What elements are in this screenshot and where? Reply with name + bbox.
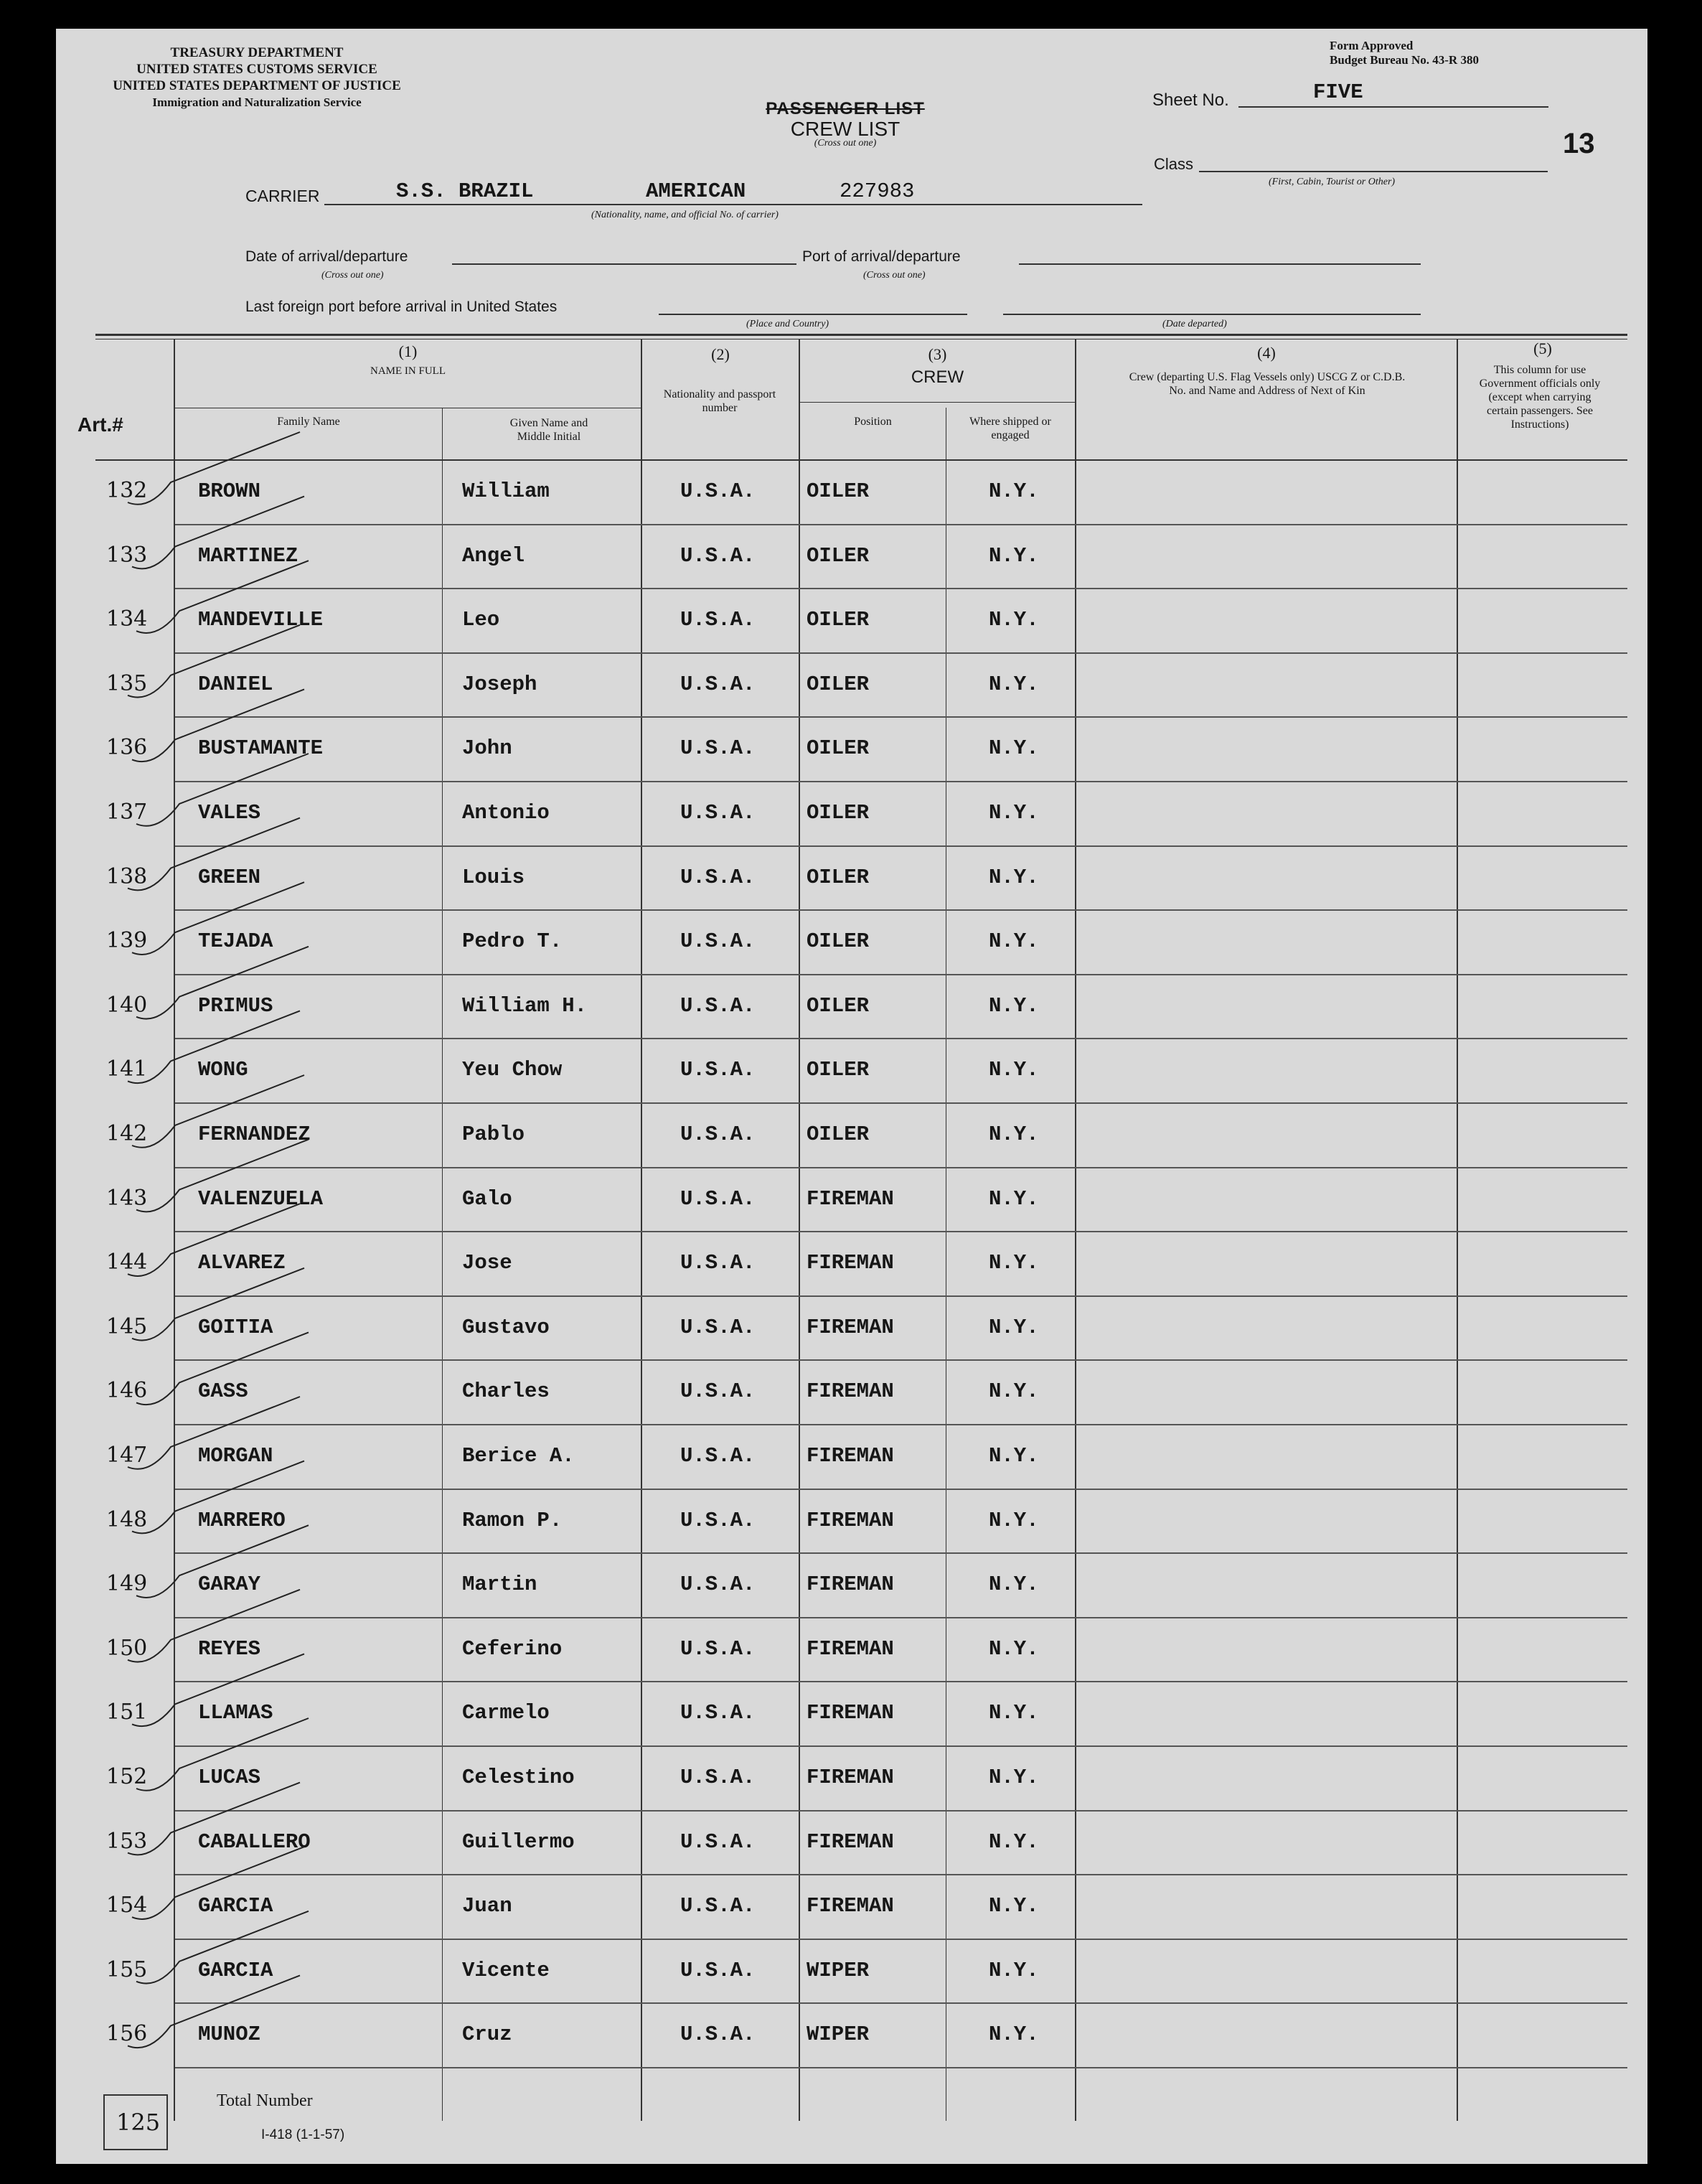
total-label: Total Number	[217, 2091, 313, 2110]
position: WIPER	[807, 1958, 870, 1982]
family-name: GASS	[198, 1379, 248, 1404]
check-mark	[132, 689, 304, 761]
shipped-at: N.Y.	[989, 993, 1039, 1018]
family-name: GREEN	[198, 865, 261, 889]
nationality: U.S.A.	[680, 1123, 756, 1146]
title-struck: PASSENGER LIST	[766, 99, 925, 118]
shipped-at: N.Y.	[989, 865, 1039, 889]
position: FIREMAN	[807, 1894, 894, 1918]
shipped-at: N.Y.	[989, 1123, 1039, 1146]
family-name: VALES	[198, 801, 261, 825]
given-name: Carmelo	[462, 1701, 550, 1725]
col4-num: (4)	[1257, 344, 1276, 362]
nationality: U.S.A.	[680, 993, 756, 1018]
family-name: TEJADA	[198, 929, 273, 954]
date-departed-hint: (Date departed)	[1162, 319, 1227, 329]
given-name: Guillermo	[462, 1829, 575, 1854]
nationality: U.S.A.	[680, 1508, 756, 1532]
family-name: CABALLERO	[198, 1829, 311, 1854]
family-name: MUNOZ	[198, 2023, 261, 2047]
date-arrival-label: Date of arrival/departure	[245, 248, 408, 265]
position: FIREMAN	[807, 1315, 894, 1339]
art-number: 139	[106, 928, 148, 954]
nationality: U.S.A.	[680, 736, 756, 761]
family-name: LLAMAS	[198, 1701, 273, 1725]
shipped-header: Where shipped or engaged	[969, 416, 1051, 441]
art-number: 141	[106, 1056, 148, 1082]
art-number: 154	[106, 1893, 148, 1918]
art-number: 134	[106, 606, 148, 632]
family-header: Family Name	[277, 416, 340, 428]
family-name: LUCAS	[198, 1766, 261, 1789]
given-name: William	[462, 479, 550, 503]
nationality: U.S.A.	[680, 1058, 756, 1082]
shipped-at: N.Y.	[989, 1636, 1039, 1661]
check-mark	[132, 1075, 304, 1148]
shipped-at: N.Y.	[989, 1894, 1039, 1918]
col3-num: (3)	[928, 345, 947, 363]
given-name: Antonio	[462, 801, 550, 825]
position: FIREMAN	[807, 1444, 894, 1468]
position-header: Position	[854, 416, 892, 428]
col1-title: NAME IN FULL	[370, 365, 446, 377]
position: OILER	[807, 608, 870, 632]
col4-title: Crew (departing U.S. Flag Vessels only) USCG Z or C.D.B. No. and Name and Address of Next of Kin	[1129, 371, 1406, 397]
given-name: Berice A.	[462, 1444, 575, 1468]
given-name: Celestino	[462, 1766, 575, 1789]
given-name: Juan	[462, 1894, 512, 1918]
nationality: U.S.A.	[680, 1829, 756, 1854]
col3-title: CREW	[911, 367, 964, 387]
position: OILER	[807, 929, 870, 954]
position: FIREMAN	[807, 1766, 894, 1789]
position: OILER	[807, 1058, 870, 1082]
agency-line-1: TREASURY DEPARTMENT	[170, 45, 344, 60]
check-mark	[132, 1268, 304, 1341]
family-name: BUSTAMANTE	[198, 736, 324, 761]
check-mark	[128, 818, 300, 891]
class-hint: (First, Cabin, Tourist or Other)	[1269, 177, 1396, 187]
place-hint: (Place and Country)	[746, 319, 829, 329]
family-name: GARAY	[198, 1573, 261, 1597]
art-number: 149	[106, 1571, 148, 1597]
family-name: MORGAN	[198, 1444, 273, 1468]
art-number: 144	[106, 1250, 148, 1275]
nationality: U.S.A.	[680, 1379, 756, 1404]
position: FIREMAN	[807, 1701, 894, 1725]
nationality: U.S.A.	[680, 865, 756, 889]
check-mark	[128, 432, 300, 505]
art-header: Art.#	[77, 413, 123, 436]
sheet-label: Sheet No.	[1152, 90, 1229, 110]
nationality: U.S.A.	[680, 672, 756, 696]
agency-line-4: Immigration and Naturalization Service	[152, 95, 362, 109]
given-name: William H.	[462, 993, 588, 1018]
shipped-at: N.Y.	[989, 1444, 1039, 1468]
nationality: U.S.A.	[680, 543, 756, 568]
shipped-at: N.Y.	[989, 608, 1039, 632]
shipped-at: N.Y.	[989, 672, 1039, 696]
check-mark	[132, 497, 304, 569]
given-name: Pedro T.	[462, 929, 563, 954]
position: OILER	[807, 1123, 870, 1146]
art-number: 143	[106, 1185, 148, 1211]
family-name: GOITIA	[198, 1315, 273, 1339]
position: FIREMAN	[807, 1829, 894, 1854]
check-mark	[136, 754, 309, 826]
given-name: Vicente	[462, 1958, 550, 1982]
col5-num: (5)	[1533, 339, 1552, 357]
shipped-at: N.Y.	[989, 1573, 1039, 1597]
shipped-at: N.Y.	[989, 1186, 1039, 1211]
class-label: Class	[1154, 155, 1194, 173]
position: OILER	[807, 736, 870, 761]
form-approved-line-1: Form Approved	[1330, 39, 1414, 52]
given-name: Gustavo	[462, 1315, 550, 1339]
nationality: U.S.A.	[680, 1251, 756, 1275]
port-arrival-hint: (Cross out one)	[863, 270, 926, 281]
check-mark	[136, 1525, 309, 1598]
art-number: 145	[106, 1313, 148, 1339]
title-sub: (Cross out one)	[814, 138, 877, 149]
family-name: GARCIA	[198, 1958, 273, 1982]
check-mark	[132, 1654, 304, 1726]
family-name: DANIEL	[198, 672, 273, 696]
position: OILER	[807, 672, 870, 696]
nationality: U.S.A.	[680, 1573, 756, 1597]
check-marks	[56, 29, 1647, 2164]
port-arrival-label: Port of arrival/departure	[802, 248, 961, 265]
carrier-official-no: 227983	[840, 179, 915, 203]
shipped-at: N.Y.	[989, 1766, 1039, 1789]
shipped-at: N.Y.	[989, 1315, 1039, 1339]
art-number: 155	[106, 1956, 148, 1982]
given-name: Angel	[462, 543, 525, 568]
position: WIPER	[807, 2023, 870, 2047]
position: FIREMAN	[807, 1636, 894, 1661]
art-number: 140	[106, 992, 148, 1018]
check-mark	[136, 1718, 309, 1791]
position: FIREMAN	[807, 1573, 894, 1597]
title-main: CREW LIST	[790, 118, 901, 140]
given-name: Galo	[462, 1186, 512, 1211]
nationality: U.S.A.	[680, 608, 756, 632]
given-name: Charles	[462, 1379, 550, 1404]
art-number: 152	[106, 1764, 148, 1789]
nationality: U.S.A.	[680, 1636, 756, 1661]
nationality: U.S.A.	[680, 1444, 756, 1468]
art-number: 137	[106, 800, 148, 825]
check-mark	[136, 947, 309, 1019]
nationality: U.S.A.	[680, 1186, 756, 1211]
nationality: U.S.A.	[680, 929, 756, 954]
given-name: Yeu Chow	[462, 1058, 563, 1082]
nationality: U.S.A.	[680, 1701, 756, 1725]
art-number: 147	[106, 1443, 148, 1468]
nationality: U.S.A.	[680, 479, 756, 503]
nationality: U.S.A.	[680, 1315, 756, 1339]
given-name: Ceferino	[462, 1636, 563, 1661]
check-mark	[136, 1332, 309, 1405]
position: OILER	[807, 801, 870, 825]
given-name: John	[462, 736, 512, 761]
family-name: BROWN	[198, 479, 261, 503]
nationality: U.S.A.	[680, 2023, 756, 2047]
art-number: 156	[106, 2021, 148, 2047]
shipped-at: N.Y.	[989, 1251, 1039, 1275]
art-number: 132	[106, 478, 148, 503]
family-name: WONG	[198, 1058, 248, 1082]
agency-line-2: UNITED STATES CUSTOMS SERVICE	[136, 62, 377, 77]
art-number: 138	[106, 863, 148, 889]
form-approved-line-2: Budget Bureau No. 43-R 380	[1330, 53, 1479, 67]
nationality: U.S.A.	[680, 1958, 756, 1982]
position: FIREMAN	[807, 1186, 894, 1211]
family-name: MARRERO	[198, 1508, 286, 1532]
shipped-at: N.Y.	[989, 1379, 1039, 1404]
page-number: 13	[1563, 128, 1595, 159]
position: FIREMAN	[807, 1508, 894, 1532]
given-name: Martin	[462, 1573, 537, 1597]
art-number: 135	[106, 670, 148, 696]
shipped-at: N.Y.	[989, 2023, 1039, 2047]
position: OILER	[807, 993, 870, 1018]
check-mark	[128, 1397, 300, 1469]
check-mark	[132, 1847, 304, 1919]
given-name: Leo	[462, 608, 500, 632]
art-number: 148	[106, 1506, 148, 1532]
position: OILER	[807, 479, 870, 503]
nationality: U.S.A.	[680, 1766, 756, 1789]
col1-num: (1)	[398, 342, 418, 360]
nationality: U.S.A.	[680, 1894, 756, 1918]
art-number: 151	[106, 1700, 148, 1725]
check-mark	[128, 1975, 300, 2048]
position: OILER	[807, 543, 870, 568]
check-mark	[128, 1590, 300, 1662]
family-name: MARTINEZ	[198, 543, 298, 568]
check-mark	[128, 1783, 300, 1855]
art-number: 136	[106, 735, 148, 761]
check-mark	[132, 882, 304, 955]
given-name: Pablo	[462, 1123, 525, 1146]
given-header: Given Name and Middle Initial	[509, 417, 588, 443]
family-name: VALENZUELA	[198, 1186, 324, 1211]
carrier-name: S.S. BRAZIL	[396, 179, 534, 203]
given-name: Ramon P.	[462, 1508, 563, 1532]
check-mark	[128, 1204, 300, 1276]
position: OILER	[807, 865, 870, 889]
form-number: I-418 (1-1-57)	[261, 2127, 345, 2142]
nationality: U.S.A.	[680, 801, 756, 825]
given-name: Jose	[462, 1251, 512, 1275]
carrier-nationality: AMERICAN	[646, 179, 746, 203]
position: FIREMAN	[807, 1251, 894, 1275]
position: FIREMAN	[807, 1379, 894, 1404]
family-name: PRIMUS	[198, 993, 273, 1018]
family-name: GARCIA	[198, 1894, 273, 1918]
shipped-at: N.Y.	[989, 1701, 1039, 1725]
total-value: 125	[116, 2109, 161, 2136]
given-name: Cruz	[462, 2023, 512, 2047]
sheet-value: FIVE	[1313, 80, 1363, 104]
shipped-at: N.Y.	[989, 543, 1039, 568]
art-number: 150	[106, 1635, 148, 1661]
check-mark	[136, 1140, 309, 1212]
given-name: Louis	[462, 865, 525, 889]
check-mark	[128, 625, 300, 698]
family-name: REYES	[198, 1636, 261, 1661]
shipped-at: N.Y.	[989, 929, 1039, 954]
carrier-label: CARRIER	[245, 187, 320, 205]
shipped-at: N.Y.	[989, 1508, 1039, 1532]
check-mark	[136, 1911, 309, 1984]
family-name: ALVAREZ	[198, 1251, 286, 1275]
check-mark	[136, 561, 309, 633]
art-number: 142	[106, 1121, 148, 1146]
art-number: 153	[106, 1828, 148, 1854]
shipped-at: N.Y.	[989, 1058, 1039, 1082]
given-name: Joseph	[462, 672, 537, 696]
col2-title: Nationality and passport number	[663, 388, 776, 414]
date-arrival-hint: (Cross out one)	[321, 270, 384, 281]
foreign-port-label: Last foreign port before arrival in United States	[245, 299, 558, 315]
check-mark	[132, 1461, 304, 1534]
family-name: MANDEVILLE	[198, 608, 324, 632]
family-name: FERNANDEZ	[198, 1123, 311, 1146]
crew-list-form	[56, 29, 1647, 2164]
shipped-at: N.Y.	[989, 736, 1039, 761]
shipped-at: N.Y.	[989, 1829, 1039, 1854]
col2-num: (2)	[711, 345, 730, 363]
art-number: 146	[106, 1378, 148, 1404]
shipped-at: N.Y.	[989, 1958, 1039, 1982]
check-mark	[128, 1011, 300, 1083]
art-number: 133	[106, 542, 148, 568]
shipped-at: N.Y.	[989, 479, 1039, 503]
agency-line-3: UNITED STATES DEPARTMENT OF JUSTICE	[113, 78, 401, 93]
col5-title: This column for use Government officials only (except when carrying certain passengers. See Instructions)	[1479, 364, 1601, 431]
carrier-hint: (Nationality, name, and official No. of carrier)	[591, 210, 779, 220]
shipped-at: N.Y.	[989, 801, 1039, 825]
